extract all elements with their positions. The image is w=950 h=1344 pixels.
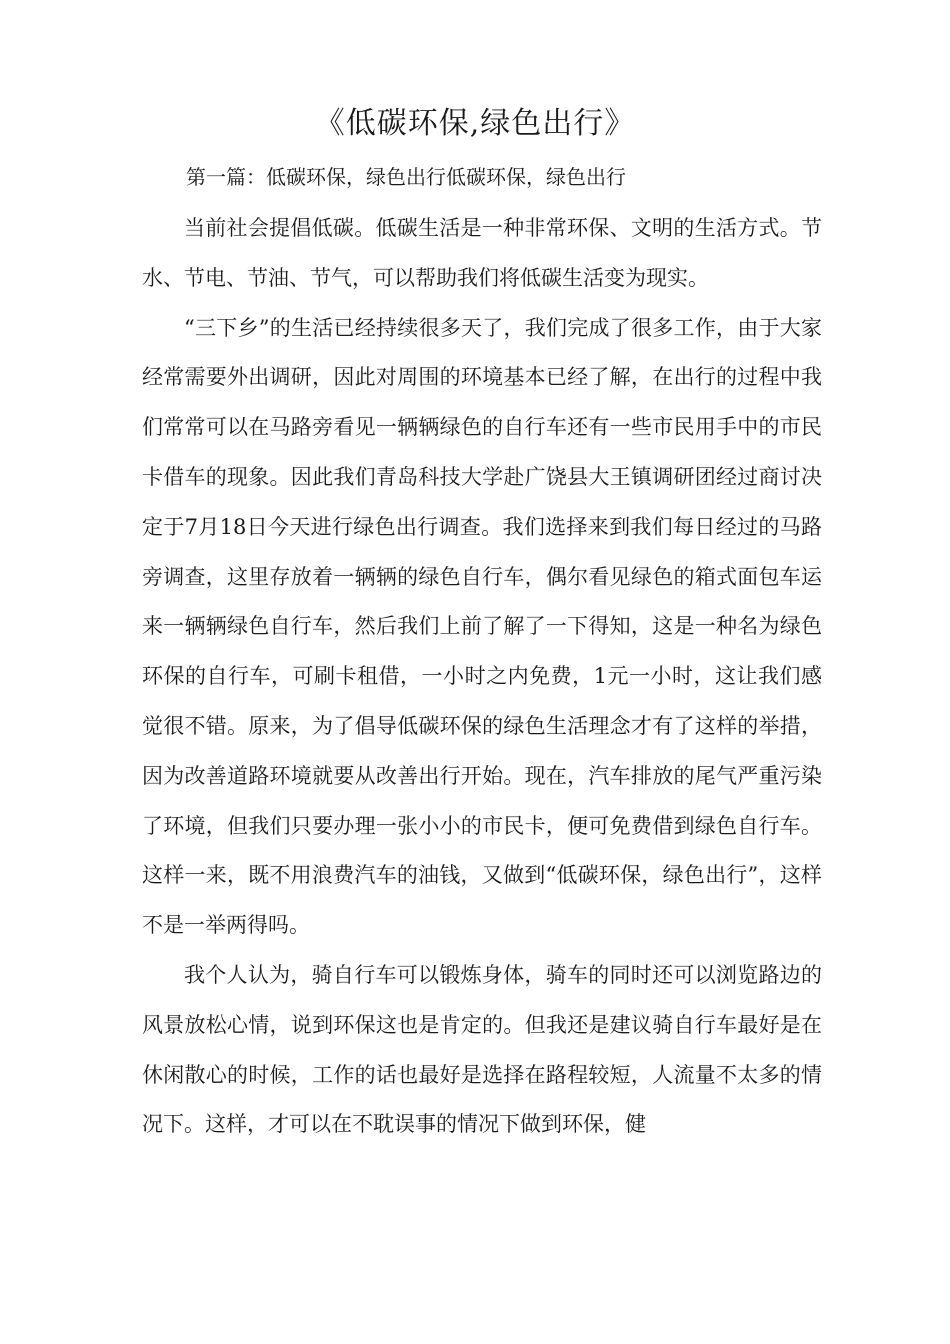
paragraph-1: 当前社会提倡低碳。低碳生活是一种非常环保、文明的生活方式。节水、节电、节油、节气，可以帮助我们将低碳生活变为现实。 xyxy=(142,216,822,290)
paragraph-2: “三下乡”的生活已经持续很多天了，我们完成了很多工作，由于大家经常需要外出调研，因此对周围的环境基本已经了解，在出行的过程中我们常常可以在马路旁看见一辆辆绿色的自行车还有一些市民用手中的市民卡借车的现象。因此我们青岛科技大学赴广饶县大王镇调研团经过商讨决定于7月18日今天进行绿色出行调查。我们选择来到我们每日经过的马路旁调查，这里存放着一辆辆的绿色自行车，偶尔看见绿色的箱式面包车运来一辆辆绿色自行车，然后我们上前了解了一下得知，这是一种名为绿色环保的自行车，可刷卡租借，一小时之内免费，1元一小时，这让我们感觉很不错。原来，为了倡导低碳环保的绿色生活理念才有了这样的举措，因为改善道路环境就要从改善出行开始。现在，汽车排放的尾气严重污染了环境，但我们只要办理一张小小的市民卡，便可免费借到绿色自行车。这样一来，既不用浪费汽车的油钱，又做到“低碳环保，绿色出行”，这样不是一举两得吗。 xyxy=(142,315,822,938)
document-subtitle: 第一篇：低碳环保，绿色出行低碳环保，绿色出行 xyxy=(186,165,626,189)
document-body xyxy=(142,204,822,1150)
paragraph-3: 我个人认为，骑自行车可以锻炼身体，骑车的同时还可以浏览路边的风景放松心情，说到环保这也是肯定的。但我还是建议骑自行车最好是在休闲散心的时候，工作的话也最好是选择在路程较短，人流量不太多的情况下。这样，才可以在不耽误事的情况下做到环保，健 xyxy=(142,962,822,1137)
document-title: 《低碳环保,绿色出行》 xyxy=(314,106,636,141)
